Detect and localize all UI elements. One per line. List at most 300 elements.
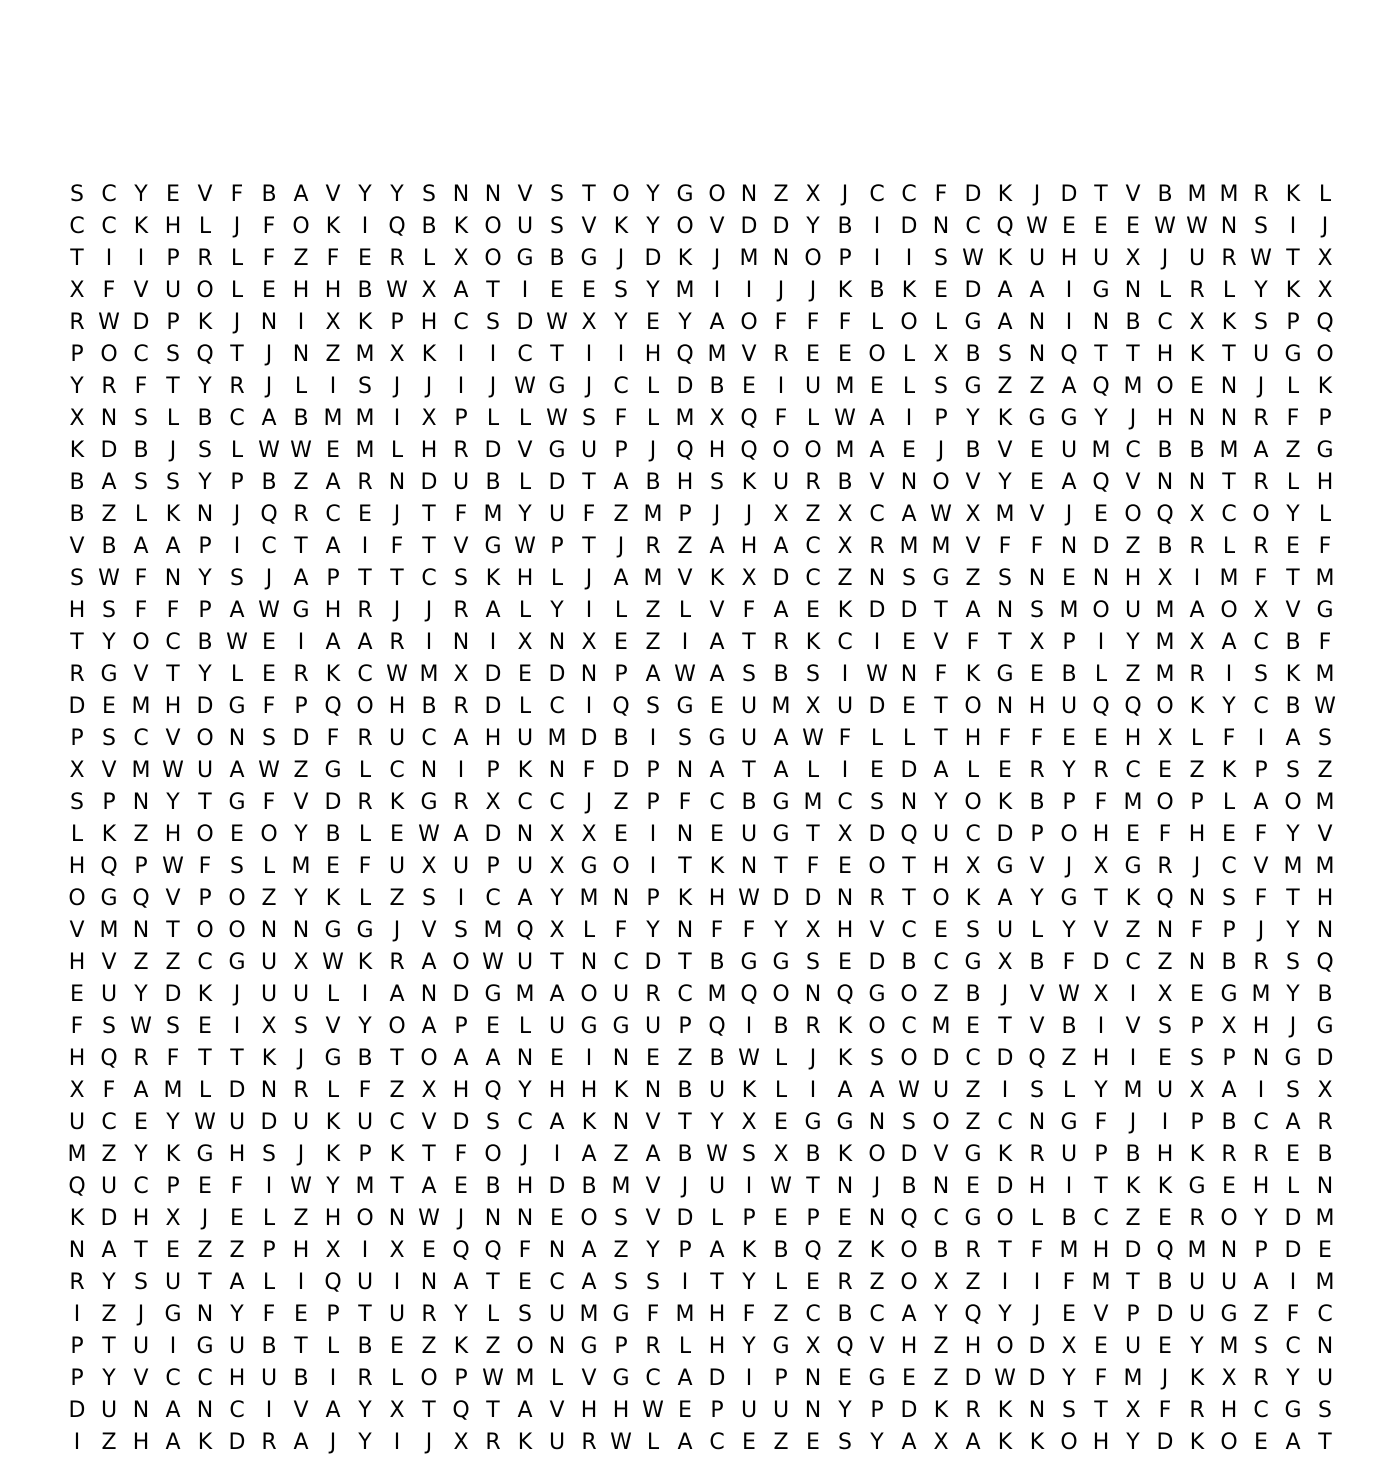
grid-cell[interactable]: T <box>358 1302 372 1327</box>
grid-cell[interactable]: N <box>644 1078 662 1103</box>
grid-cell[interactable]: O <box>516 1334 534 1359</box>
grid-cell[interactable]: C <box>709 1430 725 1455</box>
grid-cell[interactable]: X <box>325 310 341 335</box>
grid-cell[interactable]: G <box>1060 1110 1078 1135</box>
grid-cell[interactable]: H <box>1092 1046 1110 1071</box>
grid-cell[interactable]: G <box>1060 406 1078 431</box>
grid-cell[interactable]: Y <box>678 310 692 335</box>
grid-cell[interactable]: H <box>68 1046 86 1071</box>
grid-cell[interactable]: S <box>934 374 948 399</box>
grid-cell[interactable]: N <box>676 918 694 943</box>
grid-cell[interactable]: Q <box>100 1046 118 1071</box>
grid-cell[interactable]: Q <box>452 1398 470 1423</box>
grid-cell[interactable]: B <box>69 502 85 527</box>
grid-cell[interactable]: N <box>420 758 438 783</box>
grid-cell[interactable]: J <box>329 1430 337 1455</box>
grid-cell[interactable]: T <box>1094 182 1108 207</box>
grid-cell[interactable]: L <box>358 758 372 783</box>
grid-cell[interactable]: A <box>901 1430 917 1455</box>
grid-cell[interactable]: Z <box>997 374 1013 399</box>
grid-cell[interactable]: L <box>678 598 692 623</box>
grid-cell[interactable]: G <box>1284 1046 1302 1071</box>
grid-cell[interactable]: T <box>166 918 180 943</box>
grid-cell[interactable]: N <box>1188 470 1206 495</box>
grid-cell[interactable]: H <box>1156 406 1174 431</box>
grid-cell[interactable]: U <box>228 1334 246 1359</box>
grid-cell[interactable]: W <box>290 1174 312 1199</box>
grid-cell[interactable]: I <box>297 630 305 655</box>
grid-cell[interactable]: H <box>324 278 342 303</box>
grid-cell[interactable]: F <box>774 406 788 431</box>
grid-cell[interactable]: J <box>457 1206 465 1231</box>
grid-cell[interactable]: W <box>898 1078 920 1103</box>
grid-cell[interactable]: M <box>419 662 439 687</box>
grid-cell[interactable]: H <box>900 1334 918 1359</box>
grid-cell[interactable]: O <box>708 182 726 207</box>
grid-cell[interactable]: X <box>421 854 437 879</box>
grid-cell[interactable]: J <box>1065 854 1073 879</box>
grid-cell[interactable]: R <box>453 790 469 815</box>
grid-cell[interactable]: M <box>355 406 375 431</box>
grid-cell[interactable]: R <box>1221 1142 1237 1167</box>
grid-cell[interactable]: C <box>1157 310 1173 335</box>
grid-cell[interactable]: M <box>163 1078 183 1103</box>
grid-cell[interactable]: J <box>713 246 721 271</box>
grid-cell[interactable]: Y <box>198 470 212 495</box>
grid-cell[interactable]: F <box>102 1078 116 1103</box>
grid-cell[interactable]: J <box>1001 982 1009 1007</box>
grid-cell[interactable]: F <box>934 662 948 687</box>
grid-cell[interactable]: N <box>1092 310 1110 335</box>
grid-cell[interactable]: L <box>806 406 820 431</box>
grid-cell[interactable]: I <box>1097 1014 1105 1039</box>
grid-cell[interactable]: Z <box>869 1270 885 1295</box>
grid-cell[interactable]: O <box>196 918 214 943</box>
grid-cell[interactable]: S <box>1062 1398 1076 1423</box>
grid-cell[interactable]: I <box>233 534 241 559</box>
grid-cell[interactable]: A <box>421 950 437 975</box>
grid-cell[interactable]: B <box>709 950 725 975</box>
grid-cell[interactable]: D <box>484 822 502 847</box>
grid-cell[interactable]: L <box>262 854 276 879</box>
grid-cell[interactable]: A <box>549 1110 565 1135</box>
grid-cell[interactable]: U <box>356 1270 374 1295</box>
grid-cell[interactable]: E <box>1030 662 1044 687</box>
grid-cell[interactable]: C <box>101 1110 117 1135</box>
grid-cell[interactable]: I <box>745 1174 753 1199</box>
grid-cell[interactable]: Y <box>1062 1366 1076 1391</box>
grid-cell[interactable]: E <box>1062 566 1076 591</box>
grid-cell[interactable]: U <box>228 1110 246 1135</box>
grid-cell[interactable]: A <box>517 1398 533 1423</box>
grid-cell[interactable]: B <box>773 1014 789 1039</box>
grid-cell[interactable]: A <box>645 1142 661 1167</box>
grid-cell[interactable]: J <box>265 342 273 367</box>
grid-cell[interactable]: G <box>708 726 726 751</box>
grid-cell[interactable]: S <box>870 1046 884 1071</box>
grid-cell[interactable]: D <box>452 982 470 1007</box>
grid-cell[interactable]: Y <box>230 1302 244 1327</box>
grid-cell[interactable]: S <box>102 598 116 623</box>
grid-cell[interactable]: E <box>1062 726 1076 751</box>
grid-cell[interactable]: Q <box>484 1238 502 1263</box>
grid-cell[interactable]: X <box>805 1334 821 1359</box>
grid-cell[interactable]: C <box>101 182 117 207</box>
grid-cell[interactable]: Y <box>934 1302 948 1327</box>
grid-cell[interactable]: K <box>197 982 213 1007</box>
grid-cell[interactable]: V <box>965 534 981 559</box>
grid-cell[interactable]: I <box>457 342 465 367</box>
grid-cell[interactable]: H <box>708 1302 726 1327</box>
grid-cell[interactable]: C <box>901 182 917 207</box>
grid-cell[interactable]: Y <box>358 1430 372 1455</box>
grid-cell[interactable]: G <box>996 662 1014 687</box>
grid-cell[interactable]: A <box>773 598 789 623</box>
grid-cell[interactable]: C <box>133 1174 149 1199</box>
grid-cell[interactable]: S <box>934 246 948 271</box>
grid-cell[interactable]: U <box>836 694 854 719</box>
grid-cell[interactable]: G <box>516 246 534 271</box>
grid-cell[interactable]: P <box>646 790 660 815</box>
grid-cell[interactable]: Q <box>612 694 630 719</box>
grid-cell[interactable]: H <box>708 1334 726 1359</box>
grid-cell[interactable]: T <box>742 630 756 655</box>
grid-cell[interactable]: D <box>196 694 214 719</box>
grid-cell[interactable]: B <box>965 982 981 1007</box>
grid-cell[interactable]: Y <box>102 1366 116 1391</box>
grid-cell[interactable]: U <box>516 950 534 975</box>
grid-cell[interactable]: A <box>421 1174 437 1199</box>
grid-cell[interactable]: F <box>1254 822 1268 847</box>
grid-cell[interactable]: R <box>453 694 469 719</box>
grid-cell[interactable]: V <box>325 1014 341 1039</box>
grid-cell[interactable]: Z <box>293 470 309 495</box>
grid-cell[interactable]: R <box>1189 1206 1205 1231</box>
grid-cell[interactable]: B <box>773 662 789 687</box>
grid-cell[interactable]: U <box>708 1078 726 1103</box>
grid-cell[interactable]: V <box>1029 854 1045 879</box>
grid-cell[interactable]: A <box>165 534 181 559</box>
grid-cell[interactable]: G <box>868 1366 886 1391</box>
grid-cell[interactable]: F <box>454 1142 468 1167</box>
grid-cell[interactable]: M <box>99 918 119 943</box>
grid-cell[interactable]: D <box>772 214 790 239</box>
grid-cell[interactable]: V <box>709 598 725 623</box>
grid-cell[interactable]: T <box>198 790 212 815</box>
grid-cell[interactable]: S <box>134 406 148 431</box>
grid-cell[interactable]: Q <box>836 982 854 1007</box>
grid-cell[interactable]: F <box>1190 918 1204 943</box>
grid-cell[interactable]: M <box>355 1174 375 1199</box>
grid-cell[interactable]: H <box>1220 1398 1238 1423</box>
grid-cell[interactable]: Z <box>389 1078 405 1103</box>
grid-cell[interactable]: J <box>169 438 177 463</box>
grid-cell[interactable]: Z <box>837 1238 853 1263</box>
grid-cell[interactable]: J <box>1129 1110 1137 1135</box>
grid-cell[interactable]: E <box>294 1302 308 1327</box>
grid-cell[interactable]: G <box>996 854 1014 879</box>
grid-cell[interactable]: J <box>425 1430 433 1455</box>
grid-cell[interactable]: H <box>228 1142 246 1167</box>
grid-cell[interactable]: C <box>645 1366 661 1391</box>
grid-cell[interactable]: S <box>294 1014 308 1039</box>
grid-cell[interactable]: X <box>421 278 437 303</box>
grid-cell[interactable]: N <box>132 1398 150 1423</box>
grid-cell[interactable]: V <box>293 1398 309 1423</box>
grid-cell[interactable]: H <box>132 1430 150 1455</box>
grid-cell[interactable]: N <box>1252 1046 1270 1071</box>
grid-cell[interactable]: L <box>966 758 980 783</box>
grid-cell[interactable]: Z <box>677 1046 693 1071</box>
grid-cell[interactable]: I <box>1065 310 1073 335</box>
grid-cell[interactable]: B <box>261 470 277 495</box>
grid-cell[interactable]: N <box>292 342 310 367</box>
grid-cell[interactable]: Z <box>101 1302 117 1327</box>
grid-cell[interactable]: T <box>294 1334 308 1359</box>
grid-cell[interactable]: M <box>67 1142 87 1167</box>
grid-cell[interactable]: G <box>164 1302 182 1327</box>
grid-cell[interactable]: S <box>102 726 116 751</box>
grid-cell[interactable]: U <box>100 1174 118 1199</box>
grid-cell[interactable]: C <box>549 790 565 815</box>
grid-cell[interactable]: R <box>773 630 789 655</box>
grid-cell[interactable]: B <box>133 438 149 463</box>
grid-cell[interactable]: W <box>1186 214 1208 239</box>
grid-cell[interactable]: W <box>322 950 344 975</box>
grid-cell[interactable]: N <box>900 662 918 687</box>
grid-cell[interactable]: B <box>741 790 757 815</box>
grid-cell[interactable]: L <box>518 694 532 719</box>
grid-cell[interactable]: A <box>325 1398 341 1423</box>
grid-cell[interactable]: E <box>198 1174 212 1199</box>
grid-cell[interactable]: V <box>1093 918 1109 943</box>
grid-cell[interactable]: H <box>836 918 854 943</box>
grid-cell[interactable]: W <box>994 1366 1016 1391</box>
grid-cell[interactable]: V <box>741 342 757 367</box>
grid-cell[interactable]: A <box>1253 1270 1269 1295</box>
grid-cell[interactable]: K <box>1221 758 1237 783</box>
grid-cell[interactable]: Q <box>196 342 214 367</box>
grid-cell[interactable]: E <box>518 1270 532 1295</box>
grid-cell[interactable]: O <box>772 982 790 1007</box>
grid-cell[interactable]: G <box>964 950 982 975</box>
grid-cell[interactable]: Z <box>965 1078 981 1103</box>
grid-cell[interactable]: R <box>1157 854 1173 879</box>
grid-cell[interactable]: D <box>1060 182 1078 207</box>
grid-cell[interactable]: L <box>326 1078 340 1103</box>
grid-cell[interactable]: F <box>1222 726 1236 751</box>
grid-cell[interactable]: J <box>745 502 753 527</box>
grid-cell[interactable]: E <box>838 342 852 367</box>
grid-cell[interactable]: Y <box>1062 758 1076 783</box>
grid-cell[interactable]: K <box>997 1142 1013 1167</box>
grid-cell[interactable]: U <box>1124 598 1142 623</box>
grid-cell[interactable]: F <box>166 1046 180 1071</box>
grid-cell[interactable]: F <box>134 374 148 399</box>
grid-cell[interactable]: J <box>809 278 817 303</box>
grid-cell[interactable]: Q <box>260 502 278 527</box>
grid-cell[interactable]: Z <box>485 1334 501 1359</box>
grid-cell[interactable]: N <box>1220 214 1238 239</box>
grid-cell[interactable]: S <box>230 854 244 879</box>
grid-cell[interactable]: Q <box>1060 342 1078 367</box>
grid-cell[interactable]: D <box>868 822 886 847</box>
grid-cell[interactable]: L <box>774 1270 788 1295</box>
grid-cell[interactable]: I <box>361 534 369 559</box>
grid-cell[interactable]: P <box>166 246 180 271</box>
grid-cell[interactable]: Z <box>197 1238 213 1263</box>
grid-cell[interactable]: P <box>326 1302 340 1327</box>
grid-cell[interactable]: N <box>196 502 214 527</box>
grid-cell[interactable]: H <box>1028 1174 1046 1199</box>
grid-cell[interactable]: M <box>803 790 823 815</box>
grid-cell[interactable]: N <box>868 1110 886 1135</box>
grid-cell[interactable]: B <box>1125 310 1141 335</box>
grid-cell[interactable]: U <box>1028 246 1046 271</box>
grid-cell[interactable]: B <box>421 214 437 239</box>
grid-cell[interactable]: K <box>101 822 117 847</box>
grid-cell[interactable]: O <box>580 982 598 1007</box>
grid-cell[interactable]: F <box>1030 726 1044 751</box>
grid-cell[interactable]: E <box>614 822 628 847</box>
grid-cell[interactable]: K <box>933 1398 949 1423</box>
grid-cell[interactable]: C <box>453 310 469 335</box>
grid-cell[interactable]: I <box>809 1078 817 1103</box>
grid-cell[interactable]: V <box>1285 598 1301 623</box>
grid-cell[interactable]: K <box>709 854 725 879</box>
grid-cell[interactable]: V <box>1317 822 1333 847</box>
grid-cell[interactable]: B <box>1157 534 1173 559</box>
grid-cell[interactable]: W <box>162 758 184 783</box>
grid-cell[interactable]: D <box>964 182 982 207</box>
grid-cell[interactable]: N <box>292 918 310 943</box>
grid-cell[interactable]: S <box>582 406 596 431</box>
grid-cell[interactable]: S <box>70 182 84 207</box>
grid-cell[interactable]: K <box>997 406 1013 431</box>
grid-cell[interactable]: O <box>484 1142 502 1167</box>
grid-cell[interactable]: A <box>677 1366 693 1391</box>
grid-cell[interactable]: K <box>1189 1142 1205 1167</box>
grid-cell[interactable]: M <box>515 982 535 1007</box>
grid-cell[interactable]: E <box>774 1110 788 1135</box>
grid-cell[interactable]: E <box>262 662 276 687</box>
grid-cell[interactable]: C <box>69 214 85 239</box>
grid-cell[interactable]: D <box>1156 1430 1174 1455</box>
grid-cell[interactable]: H <box>580 1398 598 1423</box>
grid-cell[interactable]: Y <box>326 1174 340 1199</box>
grid-cell[interactable]: B <box>613 726 629 751</box>
grid-cell[interactable]: P <box>934 406 948 431</box>
grid-cell[interactable]: F <box>614 406 628 431</box>
grid-cell[interactable]: H <box>452 1078 470 1103</box>
grid-cell[interactable]: F <box>454 502 468 527</box>
grid-cell[interactable]: X <box>1093 854 1109 879</box>
grid-cell[interactable]: I <box>1257 726 1265 751</box>
grid-cell[interactable]: K <box>837 1046 853 1071</box>
grid-cell[interactable]: N <box>868 566 886 591</box>
grid-cell[interactable]: P <box>1190 1110 1204 1135</box>
grid-cell[interactable]: K <box>837 1142 853 1167</box>
grid-cell[interactable]: S <box>1254 214 1268 239</box>
grid-cell[interactable]: T <box>902 854 916 879</box>
grid-cell[interactable]: H <box>388 694 406 719</box>
grid-cell[interactable]: A <box>773 758 789 783</box>
grid-cell[interactable]: L <box>1158 278 1172 303</box>
grid-cell[interactable]: P <box>678 1014 692 1039</box>
grid-cell[interactable]: P <box>1286 310 1300 335</box>
grid-cell[interactable]: F <box>838 726 852 751</box>
grid-cell[interactable]: E <box>838 1366 852 1391</box>
grid-cell[interactable]: T <box>486 1398 500 1423</box>
grid-cell[interactable]: W <box>1154 214 1176 239</box>
grid-cell[interactable]: B <box>261 182 277 207</box>
grid-cell[interactable]: X <box>1317 246 1333 271</box>
grid-cell[interactable]: T <box>422 1398 436 1423</box>
grid-cell[interactable]: R <box>357 1366 373 1391</box>
grid-cell[interactable]: N <box>932 214 950 239</box>
grid-cell[interactable]: Q <box>900 822 918 847</box>
grid-cell[interactable]: N <box>516 822 534 847</box>
grid-cell[interactable]: A <box>101 1238 117 1263</box>
grid-cell[interactable]: E <box>710 822 724 847</box>
grid-cell[interactable]: M <box>1123 374 1143 399</box>
grid-cell[interactable]: D <box>644 246 662 271</box>
grid-cell[interactable]: H <box>580 1078 598 1103</box>
grid-cell[interactable]: E <box>230 822 244 847</box>
grid-cell[interactable]: K <box>1029 1430 1045 1455</box>
grid-cell[interactable]: C <box>389 758 405 783</box>
grid-cell[interactable]: J <box>1161 1366 1169 1391</box>
grid-cell[interactable]: Z <box>101 1142 117 1167</box>
grid-cell[interactable]: M <box>355 438 375 463</box>
grid-cell[interactable]: W <box>418 1206 440 1231</box>
grid-cell[interactable]: M <box>675 278 695 303</box>
grid-cell[interactable]: E <box>774 1206 788 1231</box>
grid-cell[interactable]: N <box>1124 278 1142 303</box>
grid-cell[interactable]: G <box>1284 1398 1302 1423</box>
grid-cell[interactable]: A <box>1189 598 1205 623</box>
grid-cell[interactable]: H <box>164 694 182 719</box>
grid-cell[interactable]: Y <box>550 598 564 623</box>
grid-cell[interactable]: X <box>389 1238 405 1263</box>
grid-cell[interactable]: M <box>483 502 503 527</box>
grid-cell[interactable]: O <box>484 214 502 239</box>
grid-cell[interactable]: X <box>933 1270 949 1295</box>
grid-cell[interactable]: A <box>709 1238 725 1263</box>
grid-cell[interactable]: V <box>133 1366 149 1391</box>
grid-cell[interactable]: I <box>745 278 753 303</box>
grid-cell[interactable]: O <box>68 886 86 911</box>
grid-cell[interactable]: K <box>325 662 341 687</box>
grid-cell[interactable]: W <box>834 406 856 431</box>
grid-cell[interactable]: W <box>98 566 120 591</box>
grid-cell[interactable]: I <box>1257 1078 1265 1103</box>
grid-cell[interactable]: L <box>1030 1206 1044 1231</box>
grid-cell[interactable]: T <box>390 1174 404 1199</box>
grid-cell[interactable]: O <box>868 1142 886 1167</box>
grid-cell[interactable]: N <box>420 982 438 1007</box>
grid-cell[interactable]: V <box>69 534 85 559</box>
grid-cell[interactable]: J <box>297 1046 305 1071</box>
grid-cell[interactable]: N <box>772 246 790 271</box>
grid-cell[interactable]: P <box>806 1206 820 1231</box>
grid-cell[interactable]: Z <box>1317 758 1333 783</box>
grid-cell[interactable]: C <box>1253 630 1269 655</box>
grid-cell[interactable]: Q <box>484 1078 502 1103</box>
grid-cell[interactable]: F <box>998 534 1012 559</box>
grid-cell[interactable]: T <box>230 342 244 367</box>
grid-cell[interactable]: L <box>1318 502 1332 527</box>
